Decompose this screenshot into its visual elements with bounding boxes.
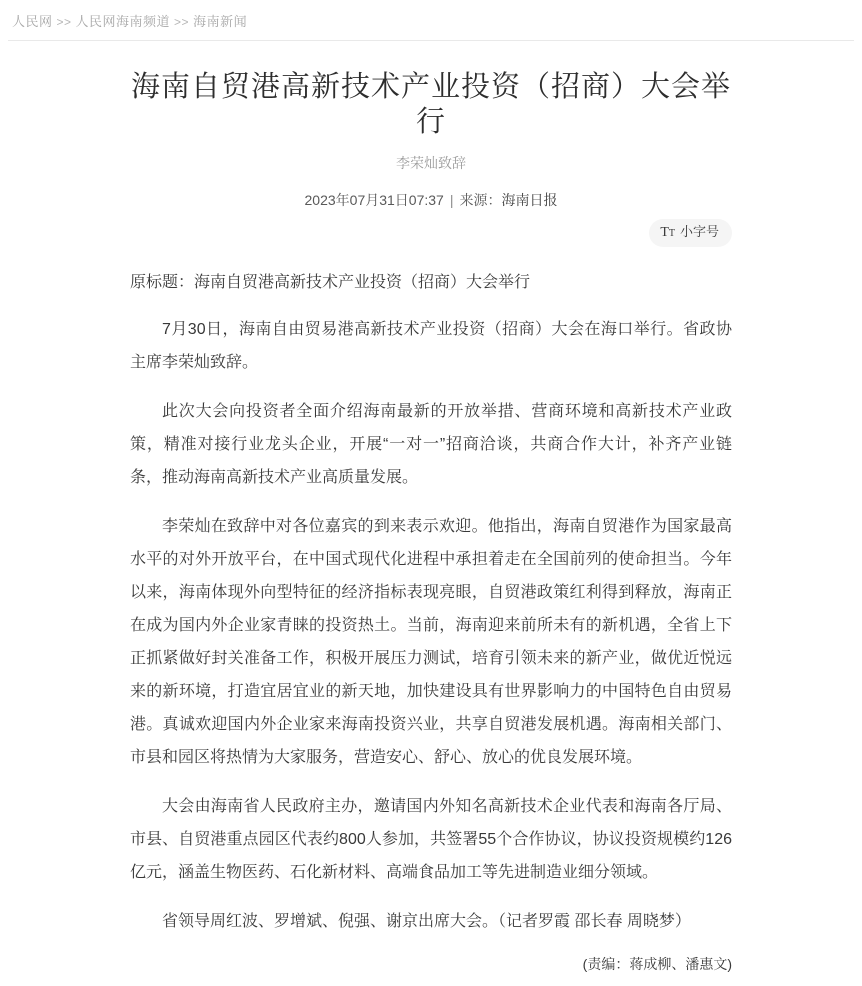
breadcrumb-separator: >> [56,15,72,29]
paragraph: 此次大会向投资者全面介绍海南最新的开放举措、营商环境和高新技术产业政策，精准对接行业龙头企业，开展“一对一”招商洽谈，共商合作大计，补齐产业链条，推动海南高新技术产业高质量发展。 [130,402,732,486]
source-label: 来源： [459,191,502,208]
article-body [130,266,732,938]
breadcrumb-link-peoples-daily[interactable]: 人民网 [12,14,53,29]
breadcrumb-separator: >> [174,15,190,29]
meta-divider: | [449,191,454,208]
breadcrumb-link-hainan-news[interactable]: 海南新闻 [193,14,248,29]
editor-note: (责编：蒋成柳、潘惠文) [582,955,732,972]
paragraph: 省领导周红波、罗增斌、倪强、谢京出席大会。（记者罗霞 邵长春 周晓梦） [162,912,691,930]
article-meta [130,190,732,210]
article-title: 海南自贸港高新技术产业投资（招商）大会举行 [130,71,731,138]
font-size-icon: TT [660,224,675,240]
paragraph: 李荣灿在致辞中对各位嘉宾的到来表示欢迎。他指出，海南自贸港作为国家最高水平的对外开放平台，在中国式现代化进程中承担着走在全国前列的使命担当。今年以来，海南体现外向型特征的经济指标表现亮眼，自贸港政策红利得到释放，海南正在成为国内外企业家青睐的投资热土。当前，海南迎来前所未有的新机遇，全省上下正抓紧做好封关准备工作，积极开展压力测试，培育引领未来的新产业，做优近悦远来的新环境，打造宜居宜业的新天地，加快建设具有世界影响力的中国特色自由贸易港。真诚欢迎国内外企业家来海南投资兴业，共享自贸港发展机遇。海南相关部门、市县和园区将热情为大家服务，营造安心、舒心、放心的优良发展环境。 [130,517,732,766]
font-size-button[interactable] [649,219,732,247]
source-link[interactable]: 海南日报 [501,191,558,208]
publish-date: 2023年07月31日07:37 [304,191,444,208]
breadcrumb-link-hainan-channel[interactable]: 人民网海南频道 [75,14,171,29]
header-divider [8,40,854,41]
font-size-label: 小字号 [679,223,719,239]
breadcrumb [0,0,862,40]
article-container [130,70,732,986]
paragraph: 7月30日，海南自由贸易港高新技术产业投资（招商）大会在海口举行。省政协主席李荣灿致辞。 [130,320,732,371]
article-subtitle: 李荣灿致辞 [396,154,466,171]
paragraph: 大会由海南省人民政府主办，邀请国内外知名高新技术企业代表和海南各厅局、市县、自贸港重点园区代表约800人参加，共签署55个合作协议，协议投资规模约126亿元，涵盖生物医药、石化新材料、高端食品加工等先进制造业细分领域。 [130,797,732,881]
article-toolbar [130,219,732,247]
original-title-line: 原标题：海南自贸港高新技术产业投资（招商）大会举行 [130,273,531,291]
